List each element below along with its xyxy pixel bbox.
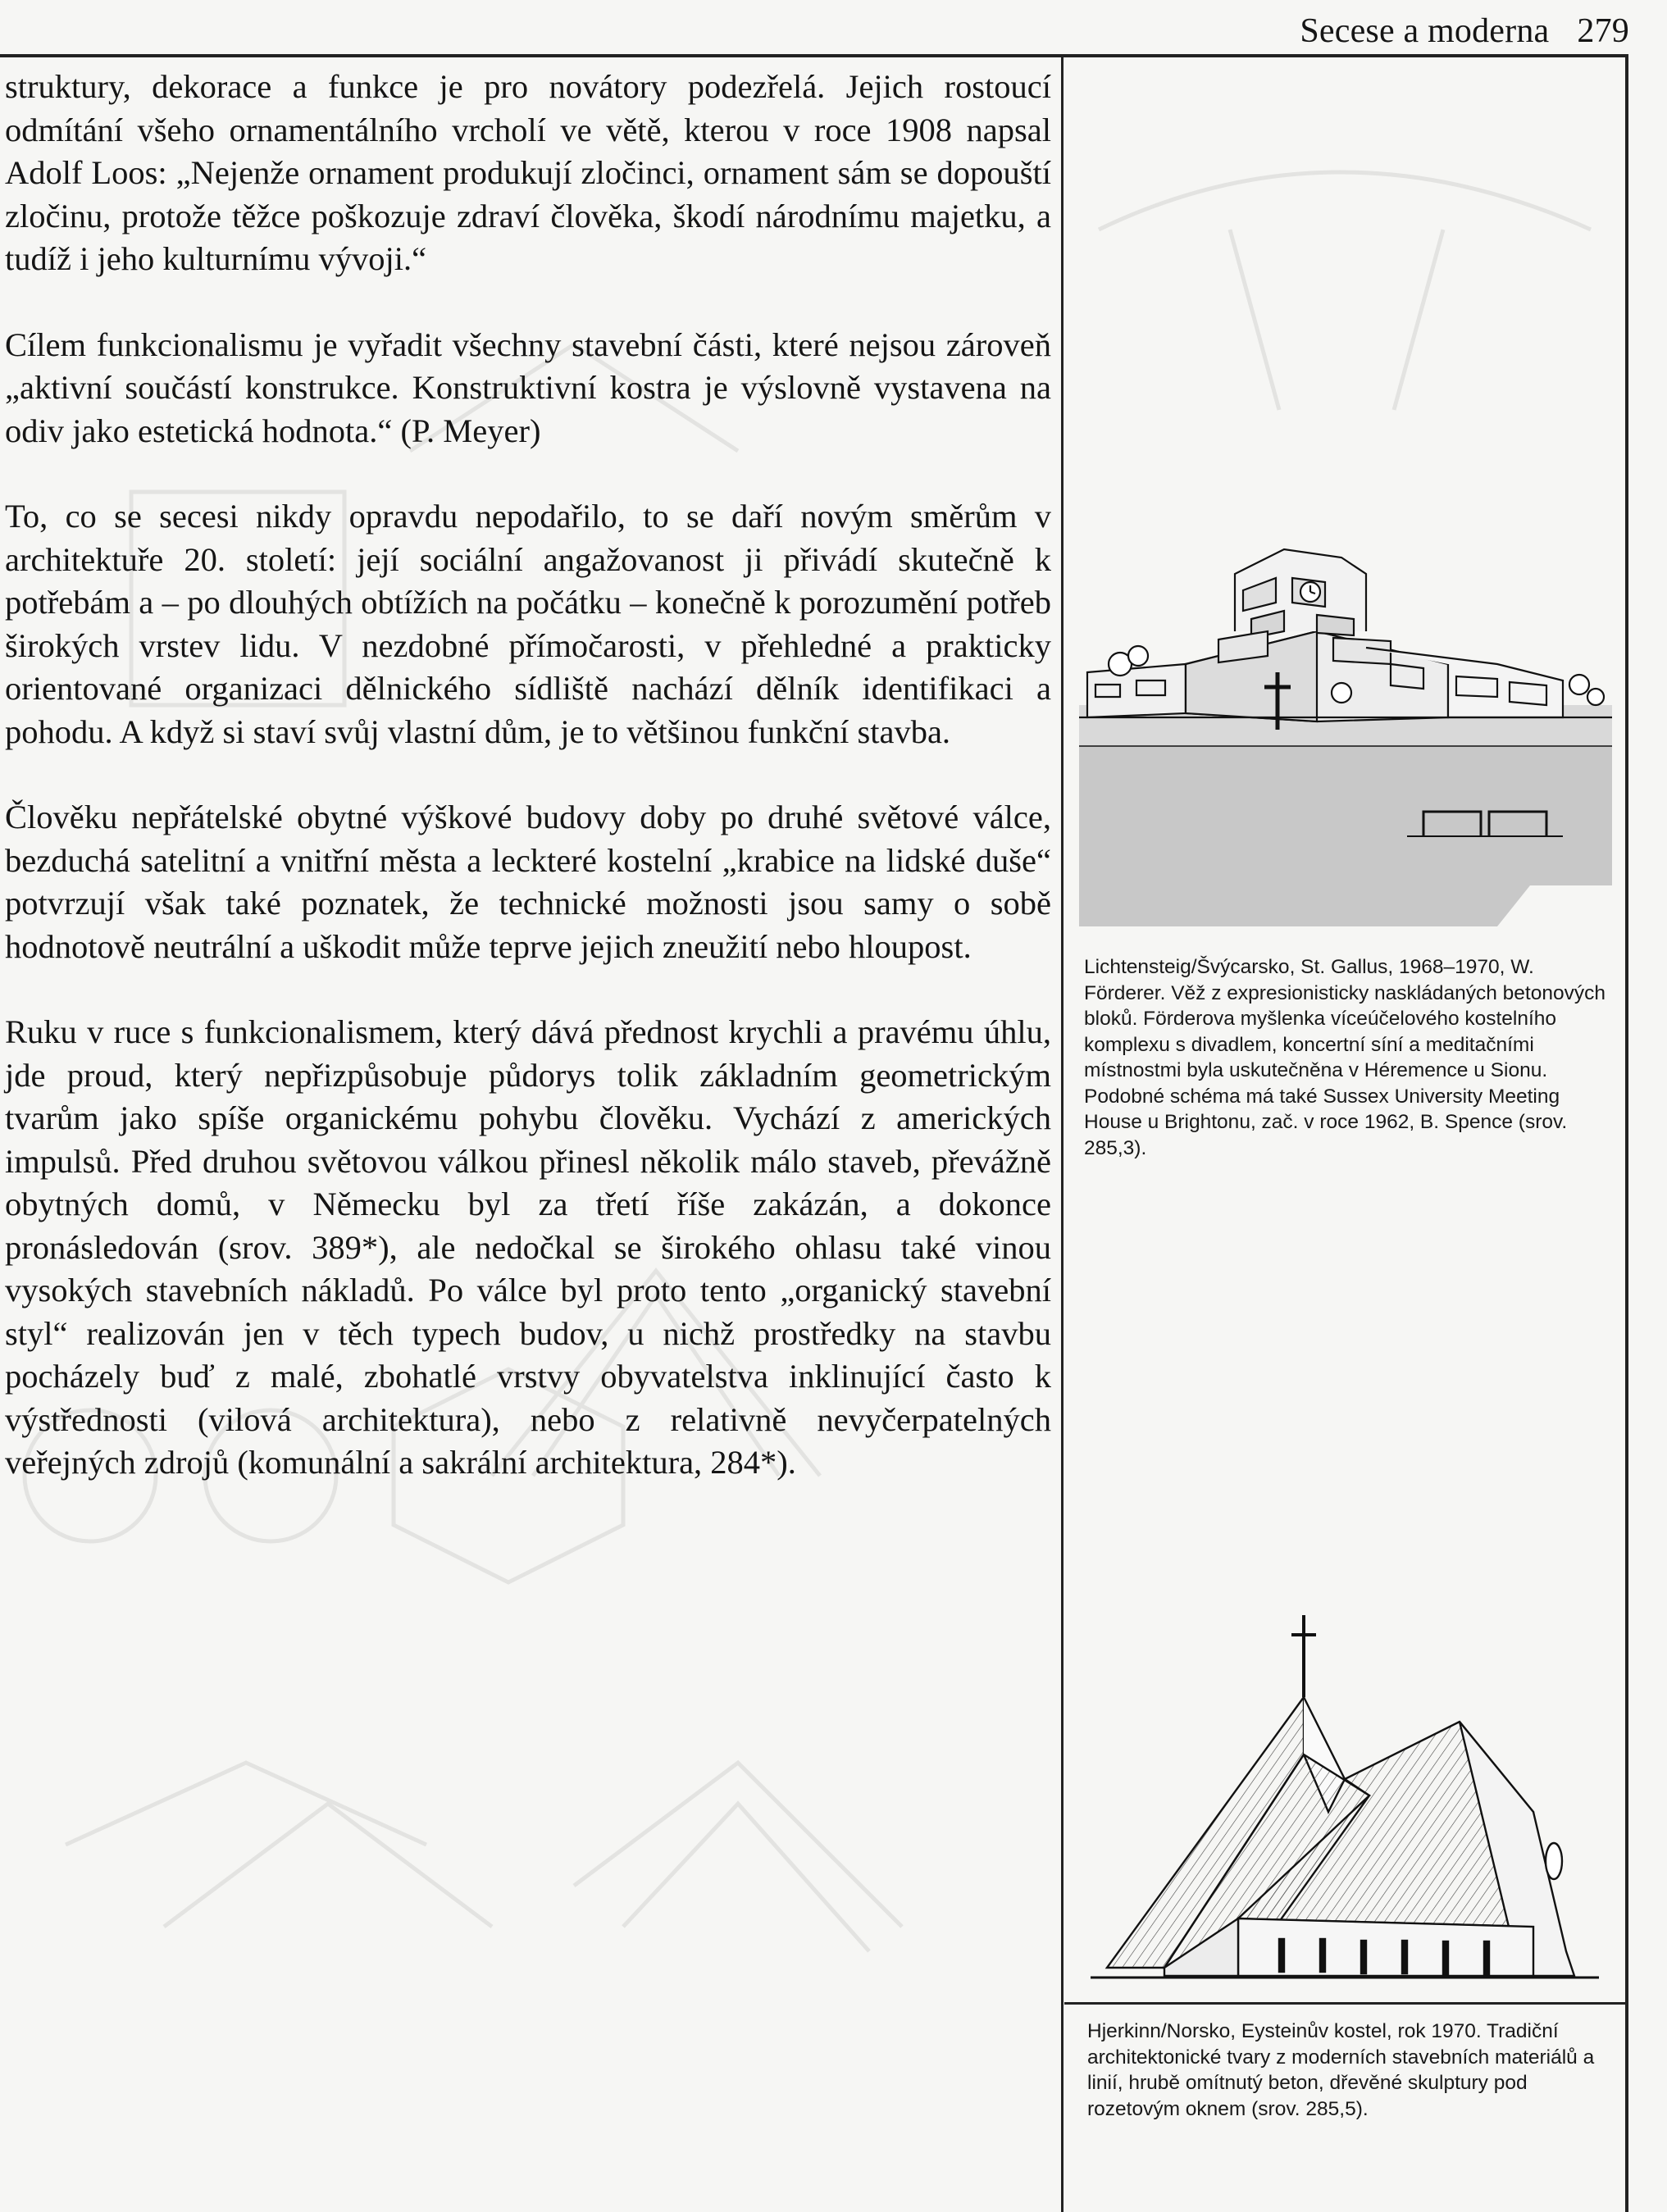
body-paragraph: To, co se secesi nikdy opravdu nepodařilo, to se daří novým směrům v architektuře 20. století: její sociální angažovanost ji přivádí skutečně k potřebám a – po dlouhých obtížích na počátku – konečně k porozumění potřeb širokých vrstev lidu. V nezdobné přímočarosti, v přehledné a prakticky orientované organizaci dělnického sídliště nachází dělník identifikaci a pohodu. A když si staví svůj vlastní dům, je to většinou funkční stavba. — [5, 498, 1051, 750]
column-divider — [1061, 56, 1064, 2212]
running-head — [1300, 11, 1629, 51]
body-paragraph: Cílem funkcionalismu je vyřadit všechny stavební části, které nejsou zároveň „aktivní součástí konstrukce. Konstruktivní kostra je výslovně vystavena na odiv jako estetická hodnota.“ (P. Meyer) — [5, 325, 1051, 449]
figure-caption: Hjerkinn/Norsko, Eysteinův kostel, rok 1970. Tradiční architektonické tvary z moderních stavebních materiálů a linií, hrubě omítnutý beton, dřevěné skulptury pod rozetovým oknem (srov. 285,5). — [1087, 2020, 1595, 2120]
body-paragraph: Ruku v ruce s funkcionalismem, který dává přednost krychli a pravému úhlu, jde proud, který nepřizpůsobuje půdorys tolik základním geometrickým tvarům jako spíše organickému pohybu člověku. Vychází z amerických impulsů. Před druhou světovou válkou přinesl několik málo staveb, převážně obytných domů, v Německu byl za třetí říše zakázán, a dokonce pronásledován (srov. 389*), ale nedočkal se širokého ohlasu také vinou vysokých stavebních nákladů. Po válce byl proto tento „organický stavební styl“ realizován jen v těch typech budov, u nichž prostředky na stavbu pocházely buď z malé, zbohatlé vrstvy obyvatelstva inklinující často k výstřednosti (vilová architektura), nebo z relativně nevyčerpatelných veřejných zdrojů (komunální a sakrální architektura, 284*). — [5, 1013, 1051, 1481]
body-paragraph: Člověku nepřátelské obytné výškové budovy doby po druhé světové válce, bezduchá satelitní a vnitřní města a leckteré kostelní „krabice na lidské duše“ potvrzují však také poznatek, že technické možnosti jsou samy o sobě hodnotově neutrální a uškodit může teprve jejich zneužití nebo hloupost. — [5, 799, 1051, 965]
main-text-column — [5, 66, 1051, 1527]
body-paragraph: struktury, dekorace a funkce je pro novátory podezřelá. Jejich rostoucí odmítání všeho ornamentálního vrcholí ve větě, kterou v roce 1908 napsal Adolf Loos: „Nejenže ornament produkují zločinci, ornament sám se dopouští zločinu, protože těžce poškozuje zdraví člověka, škodí národnímu majetku, a tudíž i jeho kulturnímu vývoji.“ — [5, 68, 1051, 277]
church-tower-block-illustration — [1071, 541, 1619, 926]
figure-caption-rule — [1064, 2002, 1627, 2005]
figure-caption: Lichtensteig/Švýcarsko, St. Gallus, 1968–1970, W. Förderer. Věž z expresionisticky naskládaných betonových bloků. Förderova myšlenka víceúčelového kostelního komplexu s divadlem, koncertní síní a meditačními místnostmi byla uskutečněna v Héremence u Sionu. Podobné schéma má také Sussex University Meeting House u Brightonu, zač. v roce 1962, B. Spence (srov. 285,3). — [1084, 956, 1606, 1159]
page-number: 279 — [1577, 12, 1629, 50]
section-title: Secese a moderna — [1300, 12, 1550, 50]
gabled-church-illustration — [1074, 1607, 1615, 1992]
